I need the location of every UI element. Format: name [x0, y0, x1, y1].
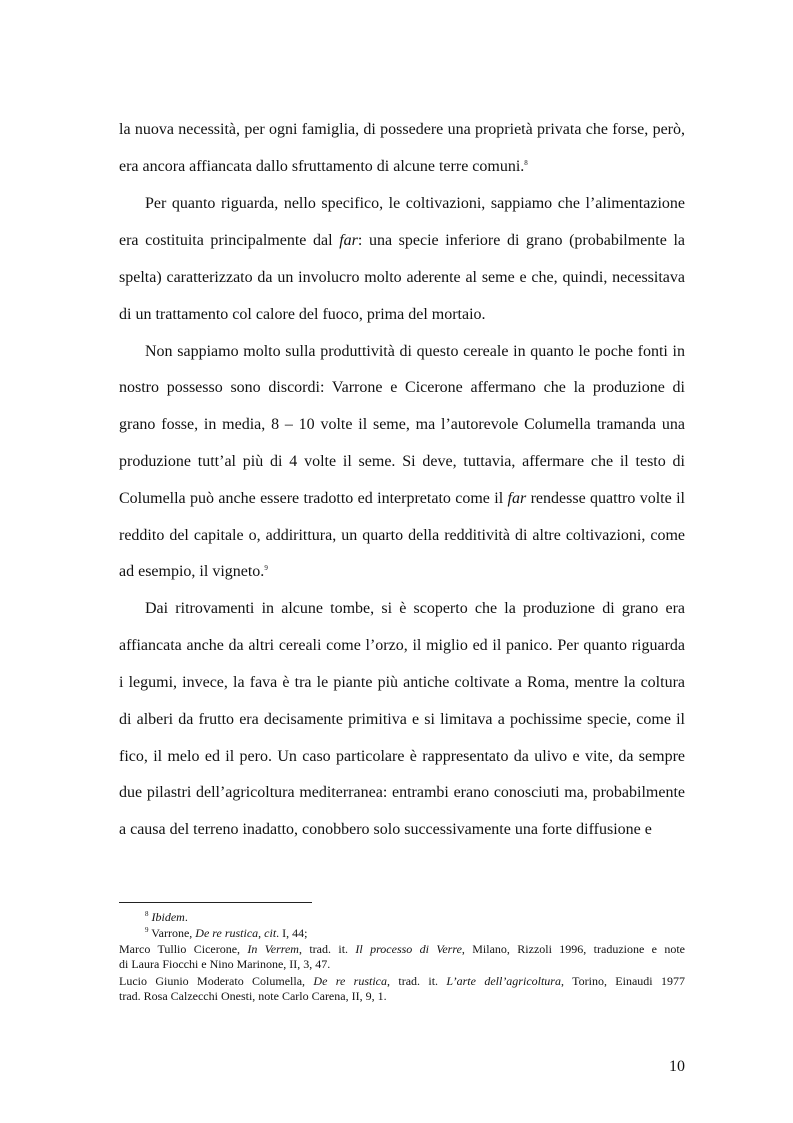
- body-text: di alberi da frutto era decisamente primitiva e si limitava a pochissime specie, come il: [119, 711, 685, 728]
- footnote-9-line: [119, 942, 685, 957]
- body-text: Non sappiamo molto sulla produttività di questo cereale in quanto le poche fonti in: [145, 343, 685, 360]
- footnote-text: di Laura Fiocchi e Nino Marinone, II, 3, 47.: [119, 957, 331, 971]
- body-text: : una specie inferiore di grano (probabilmente la: [357, 232, 686, 249]
- body-line: [119, 747, 685, 767]
- body-line: [119, 673, 685, 693]
- body-text: Per quanto riguarda, nello specifico, le coltivazioni, sappiamo che l’alimentazione: [145, 195, 685, 212]
- footnote-text: , Milano, Rizzoli 1996, traduzione e note: [461, 942, 686, 956]
- body-line: [119, 378, 685, 398]
- body-line: [119, 268, 685, 288]
- body-line: [119, 415, 685, 435]
- body-text: affiancata anche da altri cereali come l’orzo, il miglio ed il panico. Per quanto riguarda: [119, 637, 685, 654]
- body-text: spelta) caratterizzato da un involucro molto aderente al seme e che, quindi, necessitava: [119, 269, 685, 286]
- body-text: era ancora affiancata dallo sfruttamento di alcune terre comuni.: [119, 158, 525, 175]
- footnote-text: , trad. it.: [298, 942, 356, 956]
- footnote-9-line: [119, 974, 685, 989]
- body-text: la nuova necessità, per ogni famiglia, di possedere una proprietà privata che forse, però,: [119, 121, 685, 138]
- body-text: nostro possesso sono discordi: Varrone e Cicerone affermano che la produzione di: [119, 379, 685, 396]
- body-text: Columella può anche essere tradotto ed interpretato come il: [119, 490, 508, 507]
- italic-term: far: [339, 232, 358, 249]
- body-line: [145, 599, 685, 619]
- footnote-text: , trad. it.: [387, 974, 447, 988]
- footnote-text: Varrone,: [151, 926, 196, 940]
- footnote-text: , Torino, Einaudi 1977: [560, 974, 685, 988]
- body-line: [119, 526, 685, 546]
- body-text: rendesse quattro volte il: [526, 490, 685, 507]
- body-text: ad esempio, il vigneto.: [119, 563, 265, 580]
- footnote-separator: [119, 902, 312, 903]
- body-line: [145, 194, 685, 214]
- body-text: di un trattamento col calore del fuoco, prima del mortaio.: [119, 306, 486, 323]
- footnote-mark: 9: [145, 926, 149, 934]
- body-text: fico, il melo ed il pero. Un caso particolare è rappresentato da ulivo e vite, da sempre: [119, 748, 685, 765]
- footnote-ref-8[interactable]: 8: [524, 159, 528, 167]
- body-line: [119, 120, 685, 140]
- footnote-8: [145, 910, 685, 925]
- footnote-title: In Verrem: [247, 942, 299, 956]
- footnote-title: De re rustica: [313, 974, 387, 988]
- body-line: [119, 783, 685, 803]
- body-line: [119, 305, 685, 325]
- footnote-9: [145, 926, 685, 941]
- footnote-9-line: [119, 957, 685, 972]
- body-text: Dai ritrovamenti in alcune tombe, si è scoperto che la produzione di grano era: [145, 600, 685, 617]
- footnote-text: .: [184, 910, 188, 924]
- body-line: [119, 636, 685, 656]
- footnote-mark: 8: [145, 910, 149, 918]
- body-line: [119, 562, 685, 582]
- footnote-title: Il processo di Verre: [355, 942, 462, 956]
- footnote-ref-9[interactable]: 9: [264, 564, 268, 572]
- body-line: [145, 342, 685, 362]
- body-text: a causa del terreno inadatto, conobbero solo successivamente una forte diffusione e: [119, 821, 652, 838]
- body-text: era costituita principalmente dal: [119, 232, 340, 249]
- body-line: [119, 231, 685, 251]
- footnote-title: cit: [264, 926, 277, 940]
- italic-term: far: [507, 490, 527, 507]
- body-text: produzione tutt’al più di 4 volte il seme. Si deve, tuttavia, affermare che il testo di: [119, 453, 685, 470]
- body-line: [119, 157, 685, 177]
- body-text: i legumi, invece, la fava è tra le piante più antiche coltivate a Roma, mentre la coltura: [119, 674, 685, 691]
- body-line: [119, 489, 685, 509]
- page-number: 10: [669, 1058, 685, 1075]
- body-line: [119, 452, 685, 472]
- footnote-title: De re rustica: [195, 926, 259, 940]
- footnote-text: Lucio Giunio Moderato Columella,: [119, 974, 314, 988]
- footnote-text: Ibidem: [151, 910, 185, 924]
- footnote-9-line: [119, 989, 685, 1004]
- body-text: reddito del capitale o, addirittura, un quarto della redditività di altre coltivazioni, come: [119, 527, 685, 544]
- footnote-text: Marco Tullio Cicerone,: [119, 942, 248, 956]
- footnote-text: trad. Rosa Calzecchi Onesti, note Carlo Carena, II, 9, 1.: [119, 989, 387, 1003]
- body-text: due pilastri dell’agricoltura mediterranea: entrambi erano conosciuti ma, probabilmente: [119, 784, 685, 801]
- footnote-text: . I, 44;: [276, 926, 308, 940]
- body-text: grano fosse, in media, 8 – 10 volte il seme, ma l’autorevole Columella tramanda una: [119, 416, 685, 433]
- body-line: [119, 820, 685, 840]
- footnote-title: L’arte dell’agricoltura: [446, 974, 561, 988]
- body-line: [119, 710, 685, 730]
- footnote-text: ,: [258, 926, 265, 940]
